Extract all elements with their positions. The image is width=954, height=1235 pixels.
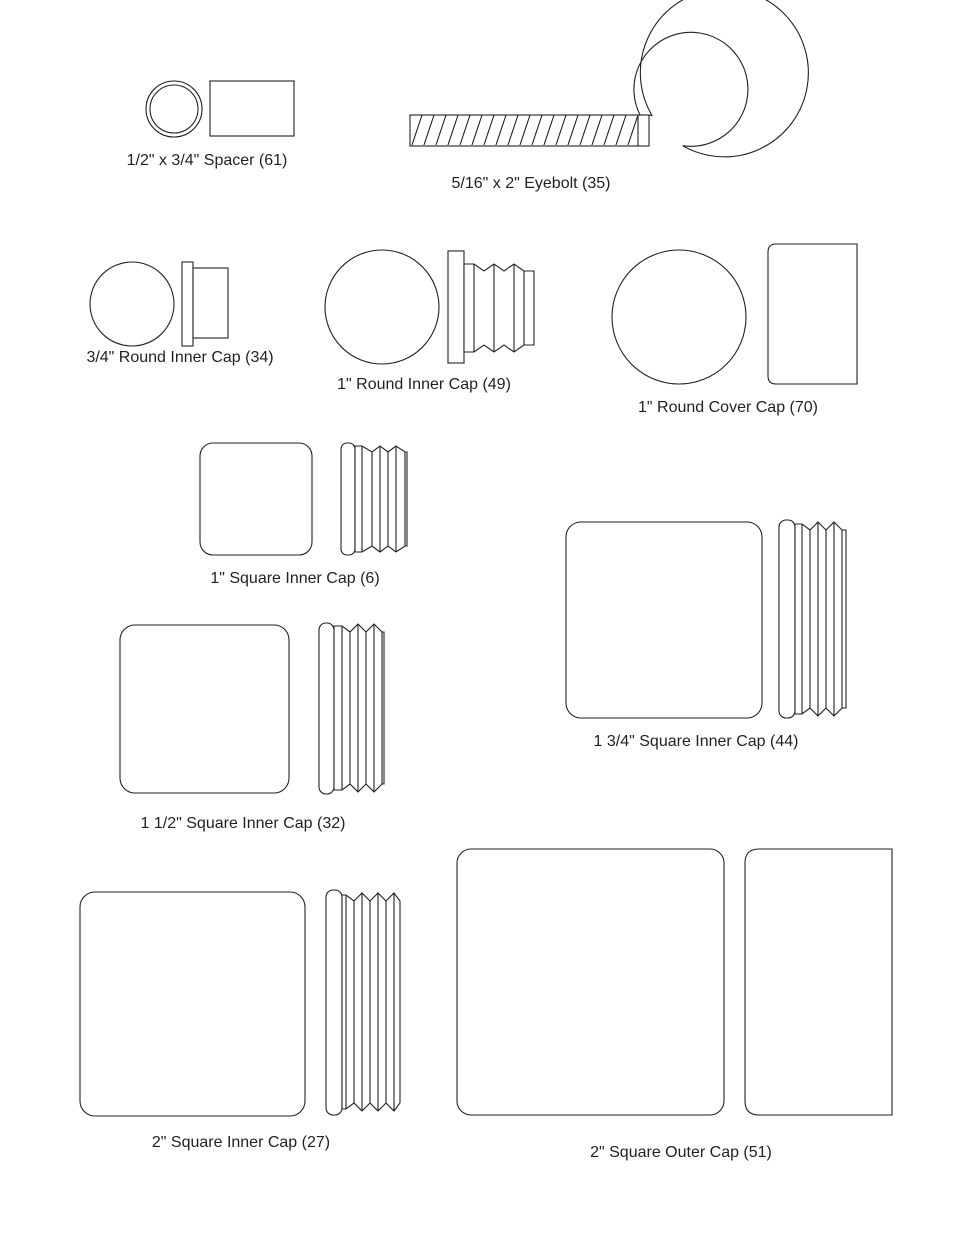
square-outer-cap-51-top-view xyxy=(457,849,724,1115)
round-inner-cap-34-drawing xyxy=(90,262,228,346)
round-inner-cap-49-top-view xyxy=(325,250,439,364)
square-inner-cap-32-top-view xyxy=(120,625,289,793)
round-inner-cap-34-plug xyxy=(193,268,228,338)
square-outer-cap-51-label: 2" Square Outer Cap (51) xyxy=(590,1144,772,1161)
square-inner-cap-32-drawing xyxy=(120,623,384,794)
round-inner-cap-34-flange xyxy=(182,262,193,346)
square-inner-cap-6-top-view xyxy=(200,443,312,555)
square-inner-cap-27-flange xyxy=(326,890,342,1115)
square-inner-cap-32-flange xyxy=(319,623,334,794)
square-inner-cap-6-drawing xyxy=(200,443,407,555)
eyebolt-label: 5/16" x 2" Eyebolt (35) xyxy=(451,175,611,192)
square-inner-cap-6-ribbed-plug xyxy=(355,446,407,552)
square-outer-cap-51-drawing xyxy=(457,849,892,1115)
spacer-drawing xyxy=(146,81,294,137)
eyebolt-eye xyxy=(634,0,808,157)
eyebolt-shank xyxy=(410,115,649,146)
square-inner-cap-6-label: 1" Square Inner Cap (6) xyxy=(210,570,380,587)
square-inner-cap-44-ribbed-plug xyxy=(795,522,846,716)
square-inner-cap-44-drawing xyxy=(566,520,846,718)
round-inner-cap-49-drawing xyxy=(325,250,534,364)
spacer-label: 1/2" x 3/4" Spacer (61) xyxy=(126,152,288,169)
round-inner-cap-49-label: 1" Round Inner Cap (49) xyxy=(337,376,511,393)
square-inner-cap-44-label: 1 3/4" Square Inner Cap (44) xyxy=(593,733,799,750)
square-outer-cap-51-side-view xyxy=(745,849,892,1115)
round-cover-cap-70-label: 1" Round Cover Cap (70) xyxy=(638,399,818,416)
spacer-side-view xyxy=(210,81,294,136)
square-inner-cap-44-top-view xyxy=(566,522,762,718)
round-inner-cap-34-label: 3/4" Round Inner Cap (34) xyxy=(86,349,274,366)
square-inner-cap-27-label: 2" Square Inner Cap (27) xyxy=(151,1134,331,1151)
square-inner-cap-27-ribbed-plug xyxy=(342,893,400,1111)
square-inner-cap-27-drawing xyxy=(80,890,400,1116)
round-inner-cap-49-flange xyxy=(448,251,464,363)
square-inner-cap-6-flange xyxy=(341,443,355,555)
spacer-end-view xyxy=(146,81,202,137)
round-cover-cap-70-top-view xyxy=(612,250,746,384)
square-inner-cap-27-top-view xyxy=(80,892,305,1116)
eyebolt-drawing xyxy=(410,0,808,157)
round-cover-cap-70-side-view xyxy=(768,244,857,384)
round-inner-cap-34-top-view xyxy=(90,262,174,346)
square-inner-cap-32-label: 1 1/2" Square Inner Cap (32) xyxy=(140,815,346,832)
square-inner-cap-44-flange xyxy=(779,520,795,718)
round-cover-cap-70-drawing xyxy=(612,244,857,384)
